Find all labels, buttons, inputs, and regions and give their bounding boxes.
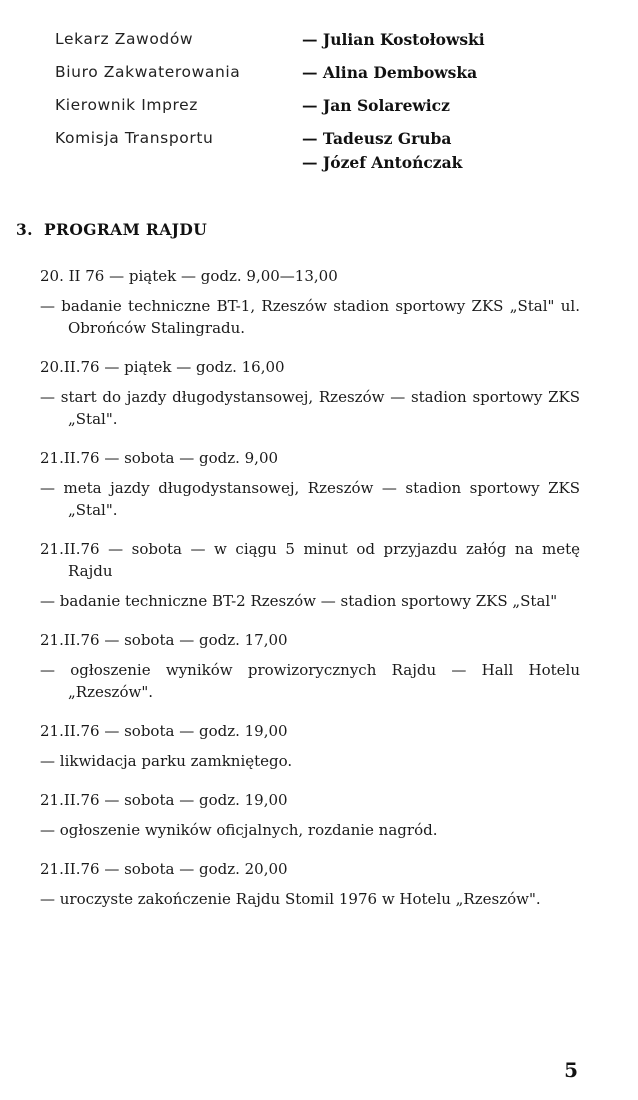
staff-role: Biuro Zakwaterowania bbox=[55, 63, 241, 81]
staff-role: Lekarz Zawodów bbox=[55, 30, 194, 48]
staff-people bbox=[302, 63, 477, 87]
entry-date: 20.II.76 — piątek — godz. 16,00 bbox=[40, 358, 285, 376]
program-entry bbox=[40, 720, 580, 772]
program-entry bbox=[40, 858, 580, 910]
program-entry bbox=[40, 265, 580, 339]
entry-date: 21.II.76 — sobota — godz. 20,00 bbox=[40, 860, 288, 878]
entry-description: — uroczyste zakończenie Rajdu Stomil 1976 w Hotelu „Rzeszów". bbox=[40, 890, 541, 908]
entry-description: — meta jazdy długodystansowej, Rzeszów — stadion sportowy ZKS „Stal". bbox=[40, 479, 580, 519]
entry-date: 21.II.76 — sobota — godz. 19,00 bbox=[40, 722, 288, 740]
staff-person: — Jan Solarewicz bbox=[302, 96, 450, 115]
program-entry bbox=[40, 447, 580, 521]
staff-person: — Józef Antończak bbox=[302, 153, 463, 172]
program-entry bbox=[40, 789, 580, 841]
staff-people bbox=[302, 129, 462, 177]
entry-description: — ogłoszenie wyników oficjalnych, rozdanie nagród. bbox=[40, 821, 438, 839]
section-number: 3. bbox=[16, 220, 33, 239]
staff-person: — Alina Dembowska bbox=[302, 63, 478, 82]
staff-person: — Tadeusz Gruba bbox=[302, 129, 452, 148]
staff-list bbox=[55, 30, 615, 172]
entry-description: — badanie techniczne BT-1, Rzeszów stadion sportowy ZKS „Stal" ul. Obrońców Stalingradu. bbox=[40, 297, 580, 337]
section-heading bbox=[16, 220, 207, 239]
section-title: PROGRAM RAJDU bbox=[44, 220, 208, 239]
program-entry bbox=[40, 538, 580, 612]
entry-description: — ogłoszenie wyników prowizorycznych Rajdu — Hall Hotelu „Rzeszów". bbox=[40, 661, 580, 701]
entry-description: — start do jazdy długodystansowej, Rzeszów — stadion sportowy ZKS „Stal". bbox=[40, 388, 580, 428]
program-list bbox=[40, 265, 580, 927]
entry-date: 20. II 76 — piątek — godz. 9,00—13,00 bbox=[40, 267, 338, 285]
entry-date: 21.II.76 — sobota — godz. 19,00 bbox=[40, 791, 288, 809]
program-entry bbox=[40, 356, 580, 430]
staff-role: Kierownik Imprez bbox=[55, 96, 199, 114]
entry-date: 21.II.76 — sobota — godz. 9,00 bbox=[40, 449, 279, 467]
entry-description: — badanie techniczne BT-2 Rzeszów — stadion sportowy ZKS „Stal" bbox=[40, 592, 558, 610]
staff-person: — Julian Kostołowski bbox=[302, 30, 485, 49]
staff-row bbox=[55, 63, 615, 96]
program-entry bbox=[40, 629, 580, 703]
entry-date: 21.II.76 — sobota — godz. 17,00 bbox=[40, 631, 288, 649]
staff-people bbox=[302, 30, 485, 54]
staff-row bbox=[55, 30, 615, 63]
page-number: 5 bbox=[564, 1058, 578, 1082]
staff-people bbox=[302, 96, 450, 120]
staff-row bbox=[55, 129, 615, 172]
staff-row bbox=[55, 96, 615, 129]
staff-role: Komisja Transportu bbox=[55, 129, 214, 147]
entry-description: — likwidacja parku zamkniętego. bbox=[40, 752, 293, 770]
entry-date: 21.II.76 — sobota — w ciągu 5 minut od przyjazdu załóg na metę Rajdu bbox=[40, 540, 580, 580]
